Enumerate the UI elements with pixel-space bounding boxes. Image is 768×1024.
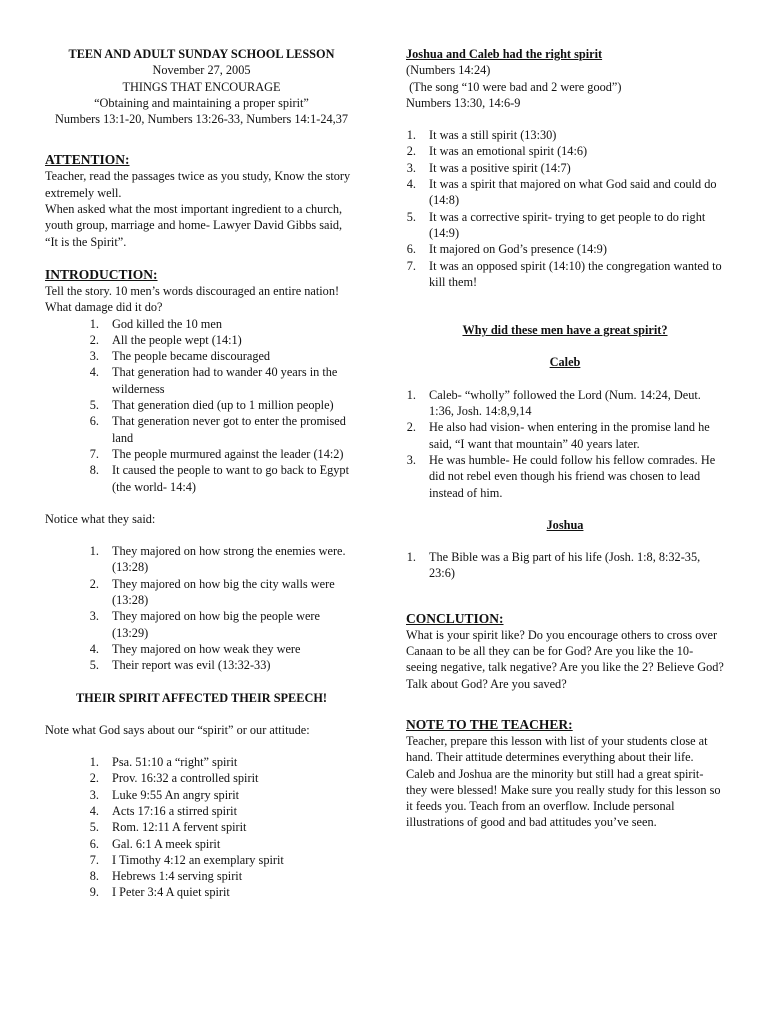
speech-heading: THEIR SPIRIT AFFECTED THEIR SPEECH! xyxy=(75,690,327,705)
list-item: 4. Acts 17:16 a stirred spirit xyxy=(89,803,237,818)
list-item: 3. He was humble- He could follow his fellow comrades. He did not rebel even though his friend was chosen to lead instead of him. xyxy=(406,452,716,500)
introduction-list xyxy=(45,316,358,495)
why-heading: Why did these men have a great spirit? xyxy=(462,323,668,338)
introduction-heading: INTRODUCTION: xyxy=(45,266,158,282)
list-item: 2. They majored on how big the city walls were (13:28) xyxy=(89,576,335,608)
list-item: 2. It was an emotional spirit (14:6) xyxy=(406,144,588,159)
lesson-date: November 27, 2005 xyxy=(152,63,251,78)
list-item: 2. Prov. 16:32 a controlled spirit xyxy=(89,771,259,786)
list-item: 3. Luke 9:55 An angry spirit xyxy=(89,787,240,802)
note-text: Teacher, prepare this lesson with list of your students close at hand. Their attitude determines everything about their life. Caleb and Joshua are the minority but still had a great spirit- they were blessed! Make sure you really study for this lesson so it feeds you. Teach from an overflow. Include personal illustrations of good and bad attitudes you’ve seen. xyxy=(406,733,721,830)
spirit-verses-list xyxy=(45,754,358,901)
list-item: 7. The people murmured against the leader (14:2) xyxy=(89,446,344,461)
list-item: 5. Their report was evil (13:32-33) xyxy=(89,658,271,673)
right-spirit-heading: Joshua and Caleb had the right spirit xyxy=(406,47,603,61)
list-item: 8. Hebrews 1:4 serving spirit xyxy=(89,869,243,884)
list-item: 3. It was a positive spirit (14:7) xyxy=(406,160,571,175)
list-item: 1. God killed the 10 men xyxy=(89,316,222,331)
notice-list xyxy=(45,543,358,673)
list-item: 5. That generation died (up to 1 million people) xyxy=(89,398,334,413)
lesson-references: Numbers 13:1-20, Numbers 13:26-33, Numbers 14:1-24,37 xyxy=(54,112,349,127)
list-item: 1. Psa. 51:10 a “right” spirit xyxy=(89,755,238,770)
left-column xyxy=(45,46,358,901)
list-item: 6. Gal. 6:1 A meek spirit xyxy=(89,836,221,851)
list-item: 1. Caleb- “wholly” followed the Lord (Num. 14:24, Deut. 1:36, Josh. 14:8,9,14 xyxy=(406,387,701,419)
attention-paragraph-2: When asked what the most important ingredient to a church, youth group, marriage and home- Lawyer David Gibbs said, “It is the Spirit”. xyxy=(45,202,343,249)
joshua-heading: Joshua xyxy=(546,517,584,532)
lesson-title: TEEN AND ADULT SUNDAY SCHOOL LESSON xyxy=(68,47,335,61)
right-spirit-line-3: Numbers 13:30, 14:6-9 xyxy=(406,95,521,110)
list-item: 1. The Bible was a Big part of his life (Josh. 1:8, 8:32-35, 23:6) xyxy=(406,550,701,581)
note-heading: NOTE TO THE TEACHER: xyxy=(406,716,573,732)
list-item: 6. It majored on God’s presence (14:9) xyxy=(406,242,607,257)
conclution-text: What is your spirit like? Do you encourage others to cross over Canaan to be all they can be for God? Are you like the 10- seeing negative, talk negative? Are you like the 2? Believe God? Talk about God? Are you saved? xyxy=(406,627,724,691)
attention-heading: ATTENTION: xyxy=(45,152,130,168)
list-item: 8. It caused the people to want to go back to Egypt (the world- 14:4) xyxy=(89,463,349,494)
right-spirit-line-2: (The song “10 were bad and 2 were good”) xyxy=(406,79,622,94)
list-item: 5. It was a corrective spirit- trying to get people to do right (14:9) xyxy=(406,209,706,240)
lesson-subtitle: THINGS THAT ENCOURAGE xyxy=(122,79,281,94)
list-item: 9. I Peter 3:4 A quiet spirit xyxy=(89,885,230,900)
right-spirit-line-1: (Numbers 14:24) xyxy=(406,63,491,78)
caleb-list xyxy=(406,387,724,501)
list-item: 3. They majored on how big the people were (13:29) xyxy=(89,609,320,640)
list-item: 4. It was a spirit that majored on what God said and could do (14:8) xyxy=(406,177,717,208)
list-item: 4. That generation had to wander 40 years in the wilderness xyxy=(89,365,338,396)
conclution-heading: CONCLUTION: xyxy=(406,610,504,626)
right-spirit-list xyxy=(406,127,724,290)
list-item: 2. All the people wept (14:1) xyxy=(89,332,242,347)
right-column xyxy=(406,46,724,831)
list-item: 6. That generation never got to enter the promised land xyxy=(89,414,346,445)
list-item: 1. It was a still spirit (13:30) xyxy=(406,128,557,143)
lesson-tagline: “Obtaining and maintaining a proper spirit” xyxy=(94,95,309,110)
list-item: 3. The people became discouraged xyxy=(89,349,271,364)
introduction-paragraph: Tell the story. 10 men’s words discouraged an entire nation! What damage did it do? xyxy=(45,283,340,315)
notice-text: Notice what they said: xyxy=(45,511,156,526)
list-item: 7. I Timothy 4:12 an exemplary spirit xyxy=(89,852,284,867)
list-item: 1. They majored on how strong the enemies were. (13:28) xyxy=(89,544,346,575)
caleb-heading: Caleb xyxy=(549,355,581,370)
list-item: 7. It was an opposed spirit (14:10) the congregation wanted to kill them! xyxy=(406,258,722,289)
list-item: 5. Rom. 12:11 A fervent spirit xyxy=(89,820,247,835)
list-item: 4. They majored on how weak they were xyxy=(89,641,301,656)
joshua-list xyxy=(406,549,724,582)
speech-intro: Note what God says about our “spirit” or our attitude: xyxy=(45,722,310,737)
attention-paragraph-1: Teacher, read the passages twice as you study, Know the story extremely well. xyxy=(45,169,351,200)
list-item: 2. He also had vision- when entering in the promise land he said, “I want that mountain” 40 years later. xyxy=(406,420,710,451)
